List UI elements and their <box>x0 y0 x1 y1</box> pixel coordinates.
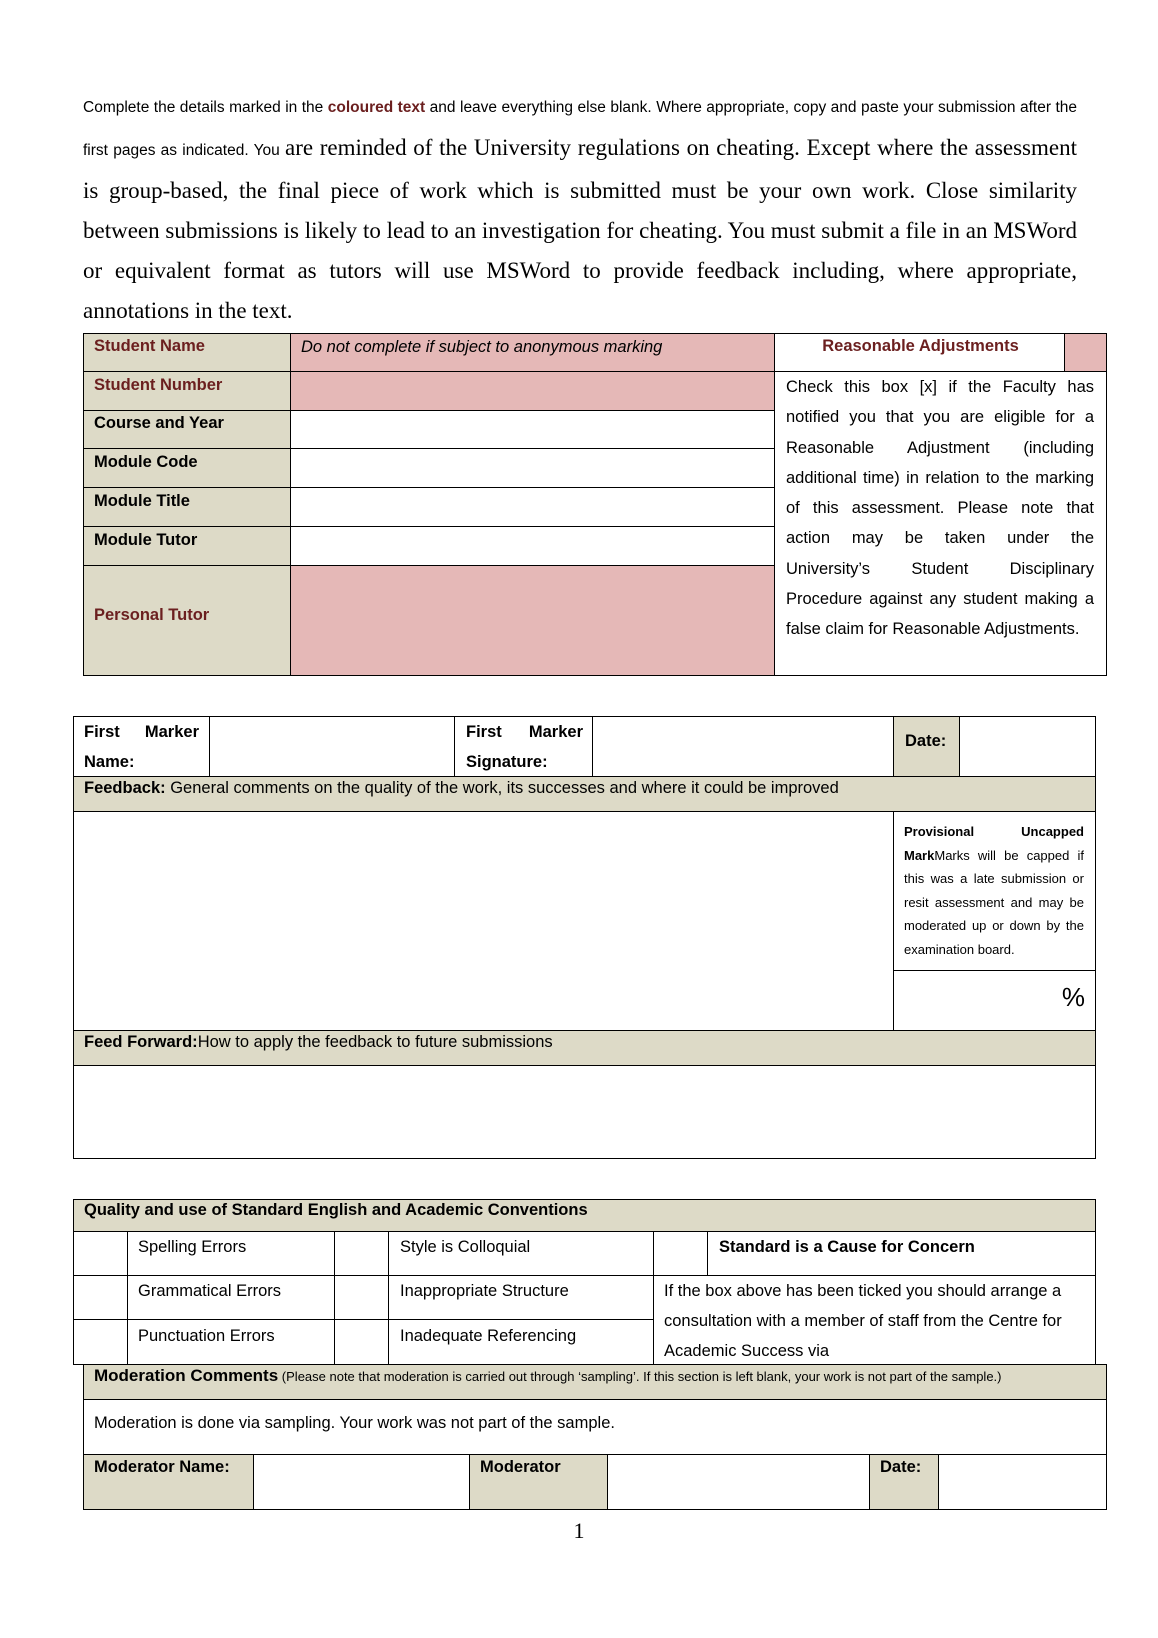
punctuation-errors-checkbox[interactable] <box>73 1319 128 1365</box>
spelling-errors-cell <box>127 1231 335 1276</box>
provisional-mark-text: Marks will be capped if this was a late submission or resit assessment and may be moderated up or down by the examination board. <box>904 847 1084 957</box>
quality-title-cell <box>73 1199 1096 1232</box>
course-year-label-cell <box>83 410 291 449</box>
first-marker-date-field[interactable] <box>959 716 1096 777</box>
ra-text-cell <box>774 371 1107 676</box>
percent-sign: % <box>1061 982 1085 1012</box>
concern-text-cell <box>653 1275 1096 1365</box>
intro-part2: and leave everything else blank. Where appropriate, copy and paste your submission after the first pages as indicated. You <box>83 99 1077 159</box>
moderation-note: (Please note that moderation is carried out through ‘sampling’. If this section is left blank, your work is not part of the sample.) <box>278 1369 1002 1384</box>
structure-cell <box>388 1275 654 1320</box>
personal-tutor-label-cell <box>83 565 291 676</box>
provisional-mark-info-cell <box>893 811 1096 971</box>
colloquial-checkbox[interactable] <box>334 1231 389 1276</box>
moderator-name-label-cell <box>83 1454 254 1510</box>
moderation-date-label: Date: <box>880 1458 922 1476</box>
moderation-date-field[interactable] <box>938 1454 1107 1510</box>
referencing-label: Inadequate Referencing <box>400 1327 577 1345</box>
colloquial-cell <box>388 1231 654 1276</box>
grammatical-errors-cell <box>127 1275 335 1320</box>
first-marker-name-field[interactable] <box>209 716 455 777</box>
referencing-checkbox[interactable] <box>334 1319 389 1365</box>
feedback-header <box>84 779 839 798</box>
moderation-comment-field[interactable] <box>83 1399 1107 1455</box>
feed-forward-header <box>84 1033 553 1052</box>
feed-forward-header-cell <box>73 1030 1096 1066</box>
feedback-description: General comments on the quality of the work, its successes and where it could be improved <box>165 779 839 797</box>
moderation-header <box>94 1366 1001 1386</box>
student-number-label-cell <box>83 371 291 411</box>
cause-for-concern-label: Standard is a Cause for Concern <box>719 1238 975 1256</box>
module-title-field[interactable] <box>290 487 775 527</box>
spelling-errors-label: Spelling Errors <box>138 1238 247 1256</box>
anonymous-marking-note: Do not complete if subject to anonymous marking <box>301 338 663 356</box>
student-name-label-cell <box>83 333 291 372</box>
first-marker-name-label-cell <box>73 716 210 777</box>
date-label-cell <box>893 716 960 777</box>
personal-tutor-field[interactable] <box>290 565 775 676</box>
referencing-cell <box>388 1319 654 1365</box>
moderator-name-field[interactable] <box>253 1454 470 1510</box>
cause-for-concern-cell <box>707 1231 1096 1276</box>
feed-forward-label: Feed Forward: <box>84 1033 198 1051</box>
structure-checkbox[interactable] <box>334 1275 389 1320</box>
first-marker-name-label: First Marker Name: <box>84 723 199 771</box>
module-title-label-cell <box>83 487 291 527</box>
grammatical-errors-checkbox[interactable] <box>73 1275 128 1320</box>
feedback-field[interactable] <box>73 811 894 1031</box>
moderator-label: Moderator <box>480 1458 561 1476</box>
cause-for-concern-checkbox[interactable] <box>653 1231 708 1276</box>
ra-title-cell <box>774 333 1065 372</box>
first-marker-signature-label: First Marker Signature: <box>466 723 583 771</box>
punctuation-errors-cell <box>127 1319 335 1365</box>
student-name-field[interactable] <box>290 333 775 372</box>
first-marker-signature-field[interactable] <box>592 716 894 777</box>
first-marker-signature-label-cell <box>454 716 593 777</box>
personal-tutor-label: Personal Tutor <box>94 606 210 624</box>
moderation-header-cell <box>83 1364 1107 1400</box>
first-marker-date-label: Date: <box>905 732 947 750</box>
feedback-label: Feedback: <box>84 779 166 797</box>
structure-label: Inappropriate Structure <box>400 1282 569 1300</box>
module-tutor-label-cell <box>83 526 291 566</box>
course-year-label: Course and Year <box>94 414 224 432</box>
intro-part1: Complete the details marked in the <box>83 99 328 116</box>
module-tutor-field[interactable] <box>290 526 775 566</box>
module-tutor-label: Module Tutor <box>94 531 198 549</box>
reasonable-adjustment-checkbox[interactable] <box>1064 333 1107 372</box>
provisional-mark-info <box>904 820 1084 961</box>
concern-text: If the box above has been ticked you should arrange a consultation with a member of staff from the Centre for Academic Success via <box>664 1282 1062 1360</box>
provisional-mark-field[interactable] <box>893 970 1096 1031</box>
moderator-label-cell <box>469 1454 608 1510</box>
grammatical-errors-label: Grammatical Errors <box>138 1282 282 1300</box>
course-year-field[interactable] <box>290 410 775 449</box>
quality-title: Quality and use of Standard English and Academic Conventions <box>84 1201 588 1219</box>
page-number: 1 <box>573 1518 585 1543</box>
module-title-label: Module Title <box>94 492 190 510</box>
module-code-label-cell <box>83 448 291 488</box>
reasonable-adjustments-text: Check this box [x] if the Faculty has notified you that you are eligible for a Reasonable Adjustment (including additional time) in relation to the marking of this assessment. Please note that action may be taken under the University’s Student Disciplinary Procedure against any student making a false claim for Reasonable Adjustments. <box>786 378 1094 639</box>
reasonable-adjustments-title: Reasonable Adjustments <box>822 337 1019 355</box>
student-number-field[interactable] <box>290 371 775 411</box>
feed-forward-description: How to apply the feedback to future submissions <box>197 1033 553 1051</box>
moderation-comment: Moderation is done via sampling. Your work was not part of the sample. <box>94 1414 615 1432</box>
intro-colored-text: coloured text <box>327 99 426 116</box>
moderator-name-label: Moderator Name: <box>94 1458 230 1476</box>
intro-part3: are reminded of the University regulations on cheating. Except where the assessment is group-based, the final piece of work which is submitted must be your own work. Close similarity between submissions is likely to lead to an investigation for cheating. You must submit a file in an MSWord or equivalent format as tutors will use MSWord to provide feedback including, where appropriate, annotations in the text. <box>83 135 1077 323</box>
provisional-mark-label: Provisional Uncapped Mark <box>904 824 1084 863</box>
moderator-field[interactable] <box>607 1454 870 1510</box>
feedback-header-cell <box>73 776 1096 812</box>
student-name-label: Student Name <box>94 337 205 355</box>
moderation-date-label-cell <box>869 1454 939 1510</box>
intro-paragraph <box>83 88 1077 331</box>
student-number-label: Student Number <box>94 376 223 394</box>
spelling-errors-checkbox[interactable] <box>73 1231 128 1276</box>
module-code-field[interactable] <box>290 448 775 488</box>
moderation-title: Moderation Comments <box>94 1366 279 1385</box>
module-code-label: Module Code <box>94 453 198 471</box>
punctuation-errors-label: Punctuation Errors <box>138 1327 275 1345</box>
colloquial-label: Style is Colloquial <box>400 1238 531 1256</box>
feed-forward-field[interactable] <box>73 1065 1096 1159</box>
